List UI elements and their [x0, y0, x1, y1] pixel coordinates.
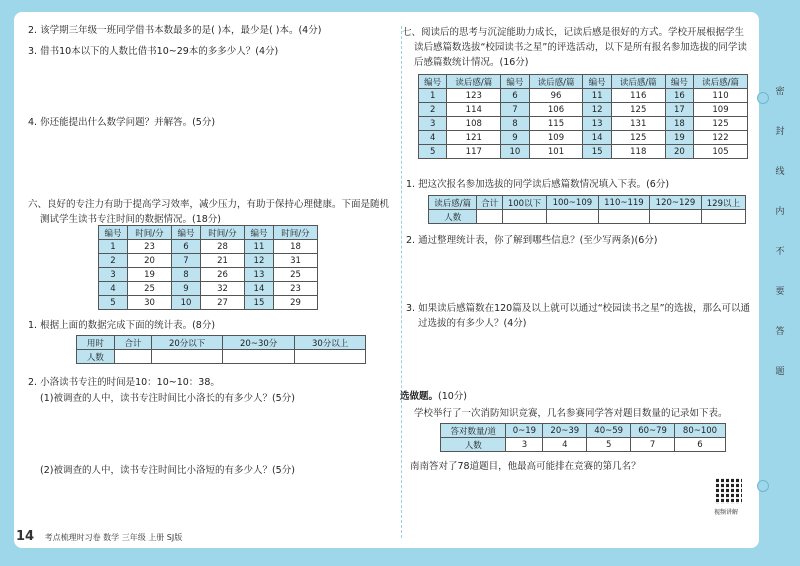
- stat-col-total: 合计: [114, 336, 152, 350]
- stat-col-range: 20分以下: [152, 336, 223, 350]
- answer-cell[interactable]: [152, 350, 223, 364]
- section-7-intro-2: 读后感篇数选拔“校园读书之星”的评选活动，以下是所有报名参加选拔的同学读: [414, 42, 747, 53]
- question-2: 2. 该学期三年级一班同学借书本数最多的是( )本，最少是( )本。(4分): [28, 25, 322, 36]
- col-time: 时间/分: [200, 226, 244, 240]
- col-id: 编号: [171, 226, 200, 240]
- r-part-3-line-2: 过选拔的有多少人？(4分): [418, 318, 527, 329]
- section-6-intro-2: 测试学生读书专注时间的数据情况。(18分): [40, 214, 222, 225]
- col-time: 时间/分: [273, 226, 317, 240]
- answer-cell[interactable]: [650, 210, 702, 224]
- section-6-intro-1: 六、良好的专注力有助于提高学习效率，减少压力，有助于保持心理健康。下面是随机: [28, 199, 390, 210]
- column-divider: [401, 26, 402, 538]
- table-row: 1 23 6 28 11 18: [99, 240, 318, 254]
- answer-cell[interactable]: [547, 210, 599, 224]
- part-2-prompt: 2. 小洛读书专注的时间是10：10~10：38。: [28, 377, 220, 388]
- part-2b-prompt: (2)被调查的人中，读书专注时间比小洛短的有多少人？(5分): [40, 465, 295, 476]
- answer-cell[interactable]: [502, 210, 546, 224]
- reading-table: [418, 74, 748, 159]
- footer-text: 考点梳理时习卷 数学 三年级 上册 SJ版: [44, 533, 183, 542]
- table-row: 2 20 7 21 12 31: [99, 254, 318, 268]
- table-row: 5 30 10 27 15 29: [99, 296, 318, 310]
- col-time: 时间/分: [128, 226, 172, 240]
- answer-cell[interactable]: [701, 210, 745, 224]
- col-id: 编号: [99, 226, 128, 240]
- qr-code-icon[interactable]: [716, 478, 742, 504]
- table-row: 4 121 9 109 14 125 19 122: [419, 131, 748, 145]
- optional-question: 南南答对了78道题目，他最高可能排在竞赛的第几名？: [410, 461, 641, 472]
- stat-col-range: 30分以上: [295, 336, 366, 350]
- table-header-row: 编号 读后感/篇 编号 读后感/篇 编号 读后感/篇 编号 读后感/篇: [419, 75, 748, 89]
- quiz-table: 答对数量/道 0~19 20~39 40~59 60~79 80~100 人数 3 4 5 7 6: [440, 423, 726, 452]
- table-row: 2 114 7 106 12 125 17 109: [419, 103, 748, 117]
- table-row: 1 123 6 96 11 116 16 110: [419, 89, 748, 103]
- focus-stat-table: [76, 335, 366, 364]
- question-3: 3. 借书10本以下的人数比借书10~29本的多多少人？(4分): [28, 46, 279, 57]
- answer-cell[interactable]: [598, 210, 650, 224]
- part-2a-prompt: (1)被调查的人中，读书专注时间比小洛长的有多少人？(5分): [40, 393, 295, 404]
- table-row: 5 117 10 101 15 118 20 105: [419, 145, 748, 159]
- reading-stat-table: 读后感/篇 合计 100以下 100~109 110~119 120~129 129以上 人数: [428, 195, 746, 224]
- answer-cell[interactable]: [114, 350, 152, 364]
- r-part-3-line-1: 3. 如果读后感篇数在120篇及以上就可以通过“校园读书之星”的选拔，那么可以通: [406, 303, 751, 314]
- r-part-2-prompt: 2. 通过整理统计表，你了解到哪些信息？(至少写两条)(6分): [406, 235, 658, 246]
- stat-row-label: 人数: [429, 210, 477, 224]
- part-1-prompt: 1. 根据上面的数据完成下面的统计表。(8分): [28, 320, 216, 331]
- table-row: 3 19 8 26 13 25: [99, 268, 318, 282]
- question-4: 4. 你还能提出什么数学问题？并解答。(5分): [28, 117, 216, 128]
- seal-line-notice: 密 封 线 内 不 要 答 题: [775, 87, 785, 377]
- stat-col-label: 用时: [77, 336, 115, 350]
- section-7-intro-1: 七、阅读后的思考与沉淀能助力成长，记读后感是很好的方式。学校开展根据学生: [402, 27, 745, 38]
- answer-cell[interactable]: [223, 350, 295, 364]
- focus-time-table: [98, 225, 318, 310]
- stat-row-label: 人数: [77, 350, 115, 364]
- answer-cell[interactable]: [295, 350, 366, 364]
- answer-cell[interactable]: [477, 210, 502, 224]
- table-header-row: [99, 226, 318, 240]
- table-row: 3 108 8 115 13 131 18 125: [419, 117, 748, 131]
- optional-title: 选做题。(10分): [400, 391, 468, 402]
- stat-col-range: 20~30分: [223, 336, 295, 350]
- worksheet-page: [14, 12, 759, 548]
- page-footer: [16, 529, 182, 544]
- optional-intro: 学校举行了一次消防知识竞赛，几名参赛同学答对题目数量的记录如下表。: [414, 408, 728, 419]
- table-row: 4 25 9 32 14 23: [99, 282, 318, 296]
- page-number: 14: [16, 529, 35, 544]
- binding-hole-icon: [757, 480, 769, 492]
- section-7-intro-3: 后感篇数统计情况。(16分): [414, 57, 529, 68]
- col-id: 编号: [244, 226, 273, 240]
- r-part-1-prompt: 1. 把这次报名参加选拔的同学读后感篇数情况填入下表。(6分): [406, 179, 670, 190]
- qr-label: 视频讲解: [714, 509, 739, 516]
